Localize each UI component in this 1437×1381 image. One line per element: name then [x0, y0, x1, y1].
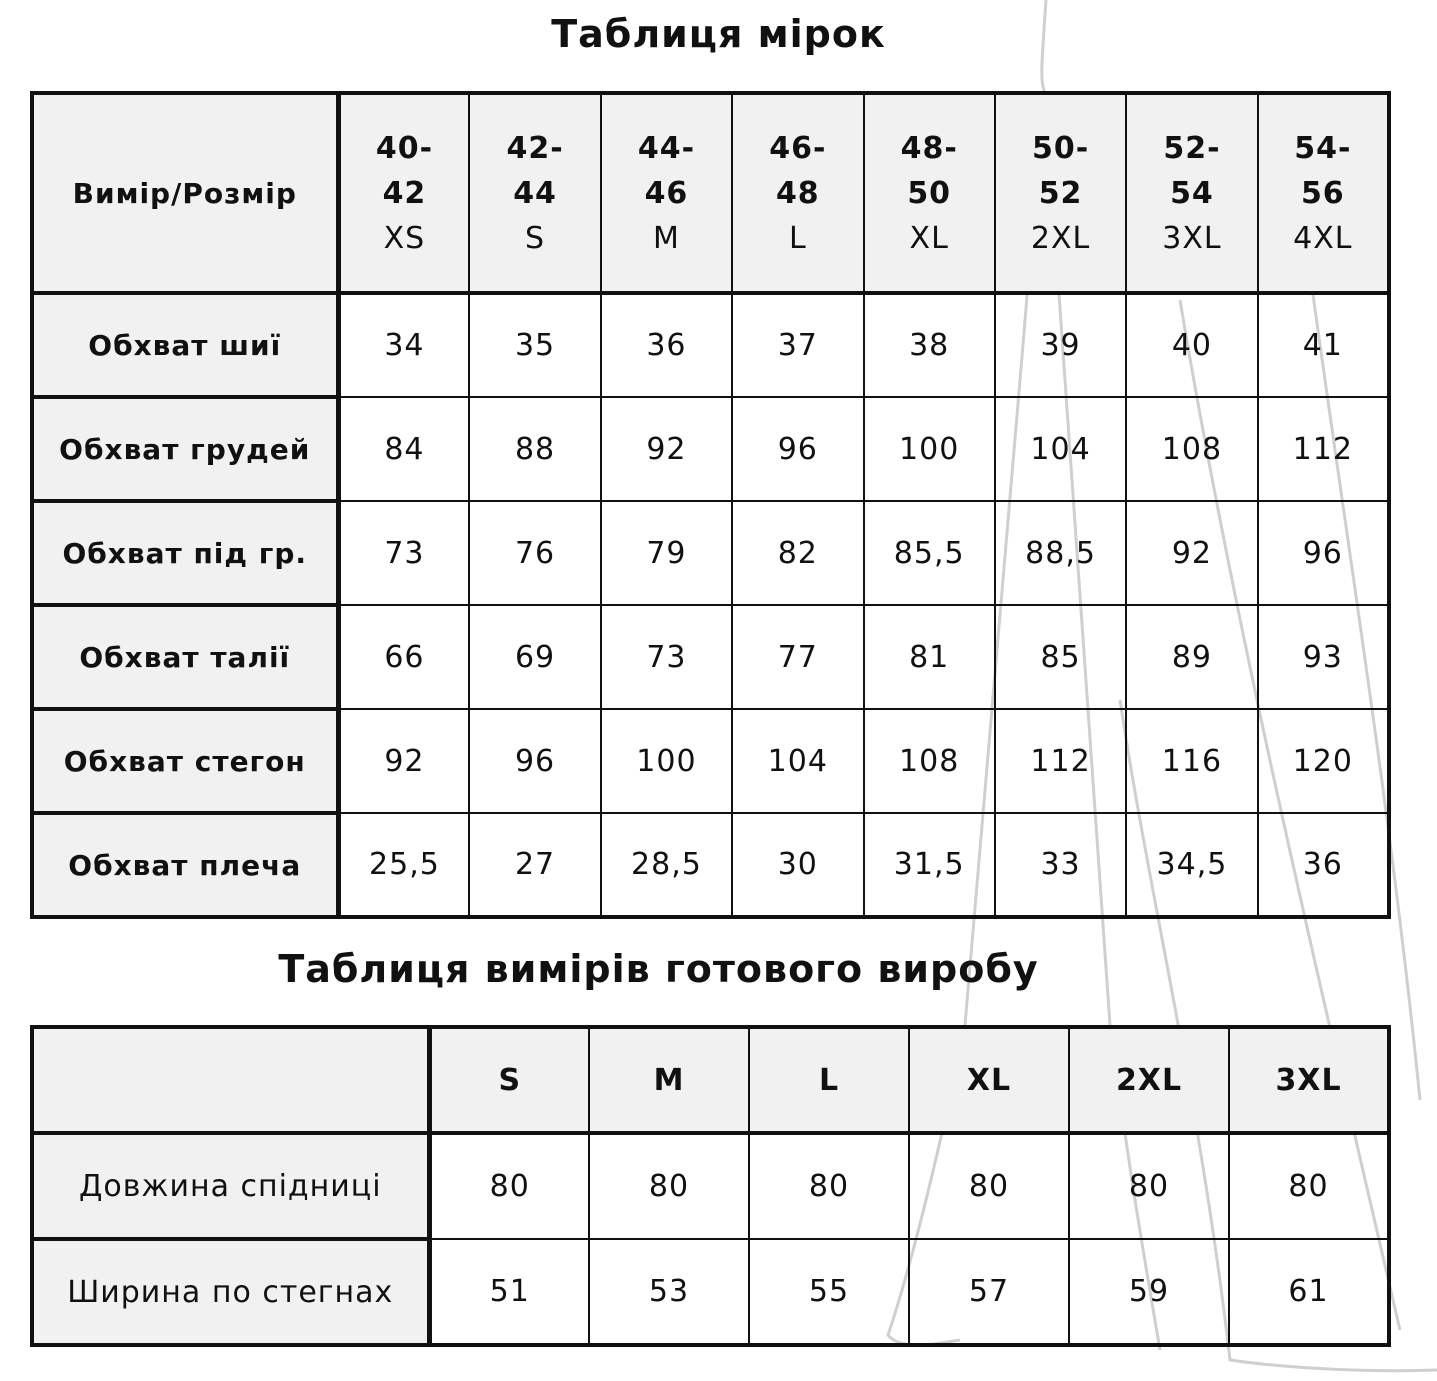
table-cell: 112	[995, 709, 1126, 813]
size-range-bottom: 46	[644, 175, 689, 211]
size-letter: 3XL	[1162, 220, 1222, 256]
measurements-title: Таблиця мірок	[551, 12, 886, 56]
table-cell: 36	[601, 293, 732, 397]
measurements-corner-label: Вимір/Розмір	[32, 93, 338, 293]
size-header	[995, 93, 1126, 293]
row-label: Довжина спідниці	[32, 1133, 429, 1239]
size-range-top: 40-	[375, 130, 434, 166]
size-letter: XS	[383, 220, 426, 256]
size-header	[732, 93, 863, 293]
table-cell: 104	[995, 397, 1126, 501]
size-range-bottom: 44	[513, 175, 557, 211]
table-cell: 61	[1229, 1239, 1389, 1345]
table-cell: 77	[732, 605, 863, 709]
table-cell: 57	[909, 1239, 1069, 1345]
table-cell: 100	[864, 397, 995, 501]
size-header	[601, 93, 732, 293]
table-cell: 108	[1126, 397, 1257, 501]
table-cell: 116	[1126, 709, 1257, 813]
table-cell: 34,5	[1126, 813, 1257, 917]
row-label: Обхват під гр.	[32, 501, 338, 605]
table-row	[32, 501, 1389, 605]
table-cell: 80	[909, 1133, 1069, 1239]
table-cell: 120	[1258, 709, 1389, 813]
table-cell: 88	[469, 397, 600, 501]
table-cell: 80	[429, 1133, 589, 1239]
size-letter: S	[525, 220, 546, 256]
table-cell: 73	[338, 501, 469, 605]
table-cell: 82	[732, 501, 863, 605]
table-cell: 51	[429, 1239, 589, 1345]
table-cell: 80	[749, 1133, 909, 1239]
table-cell: 38	[864, 293, 995, 397]
size-range-top: 52-	[1163, 130, 1221, 166]
table-cell: 81	[864, 605, 995, 709]
table-cell: 96	[732, 397, 863, 501]
table-row	[32, 397, 1389, 501]
table-cell: 79	[601, 501, 732, 605]
product-corner-label	[32, 1027, 429, 1133]
table-cell: 92	[601, 397, 732, 501]
size-range-bottom: 56	[1300, 175, 1345, 211]
table-cell: 76	[469, 501, 600, 605]
table-row	[32, 813, 1389, 917]
size-letter: M	[652, 220, 680, 256]
table-cell: 33	[995, 813, 1126, 917]
table-cell: 37	[732, 293, 863, 397]
table-cell: 112	[1258, 397, 1389, 501]
size-header: M	[589, 1027, 749, 1133]
table-cell: 80	[1069, 1133, 1229, 1239]
size-letter: 4XL	[1293, 220, 1353, 256]
measurements-header-row	[32, 93, 1389, 293]
table-cell: 92	[1126, 501, 1257, 605]
table-cell: 84	[338, 397, 469, 501]
size-letter: L	[788, 220, 807, 256]
table-cell: 25,5	[338, 813, 469, 917]
size-range-bottom: 50	[907, 175, 952, 211]
size-header	[1258, 93, 1389, 293]
size-letter: 2XL	[1030, 220, 1091, 256]
size-header: S	[429, 1027, 589, 1133]
table-cell: 59	[1069, 1239, 1229, 1345]
row-label: Обхват шиї	[32, 293, 338, 397]
table-cell: 69	[469, 605, 600, 709]
table-cell: 104	[732, 709, 863, 813]
table-row	[32, 605, 1389, 709]
size-range-top: 48-	[900, 130, 958, 166]
table-cell: 80	[1229, 1133, 1389, 1239]
table-cell: 88,5	[995, 501, 1126, 605]
product-title: Таблиця вимірів готового виробу	[278, 947, 1039, 991]
size-range-top: 54-	[1294, 130, 1352, 166]
table-cell: 36	[1258, 813, 1389, 917]
table-cell: 92	[338, 709, 469, 813]
table-cell: 100	[601, 709, 732, 813]
product-table	[30, 1025, 1391, 1347]
table-cell: 28,5	[601, 813, 732, 917]
table-cell: 55	[749, 1239, 909, 1345]
table-row	[32, 709, 1389, 813]
table-cell: 39	[995, 293, 1126, 397]
table-cell: 73	[601, 605, 732, 709]
table-cell: 93	[1258, 605, 1389, 709]
table-cell: 89	[1126, 605, 1257, 709]
table-cell: 35	[469, 293, 600, 397]
size-range-bottom: 42	[382, 175, 427, 211]
table-cell: 30	[732, 813, 863, 917]
row-label: Обхват плеча	[32, 813, 338, 917]
table-cell: 85,5	[864, 501, 995, 605]
size-range-top: 46-	[769, 130, 827, 166]
size-header	[864, 93, 995, 293]
row-label: Обхват грудей	[32, 397, 338, 501]
size-range-top: 42-	[506, 130, 564, 166]
measurements-table	[30, 91, 1391, 919]
table-cell: 31,5	[864, 813, 995, 917]
size-header: 2XL	[1069, 1027, 1229, 1133]
table-cell: 96	[469, 709, 600, 813]
table-cell: 80	[589, 1133, 749, 1239]
table-cell: 27	[469, 813, 600, 917]
size-header	[1126, 93, 1257, 293]
row-label: Обхват талії	[32, 605, 338, 709]
table-row	[32, 1133, 1389, 1239]
table-cell: 66	[338, 605, 469, 709]
table-cell: 41	[1258, 293, 1389, 397]
size-range-top: 50-	[1031, 130, 1090, 166]
product-header-row	[32, 1027, 1389, 1133]
table-cell: 34	[338, 293, 469, 397]
table-cell: 53	[589, 1239, 749, 1345]
size-range-top: 44-	[637, 130, 696, 166]
size-range-bottom: 48	[775, 175, 820, 211]
row-label: Обхват стегон	[32, 709, 338, 813]
size-header: L	[749, 1027, 909, 1133]
table-cell: 85	[995, 605, 1126, 709]
size-range-bottom: 52	[1038, 175, 1083, 211]
row-label: Ширина по стегнах	[32, 1239, 429, 1345]
size-header: 3XL	[1229, 1027, 1389, 1133]
table-row	[32, 1239, 1389, 1345]
table-cell: 108	[864, 709, 995, 813]
table-cell: 40	[1126, 293, 1257, 397]
size-header: XL	[909, 1027, 1069, 1133]
table-cell: 96	[1258, 501, 1389, 605]
size-header	[338, 93, 469, 293]
size-range-bottom: 54	[1170, 175, 1214, 211]
size-header	[469, 93, 600, 293]
size-letter: XL	[909, 220, 949, 256]
table-row	[32, 293, 1389, 397]
